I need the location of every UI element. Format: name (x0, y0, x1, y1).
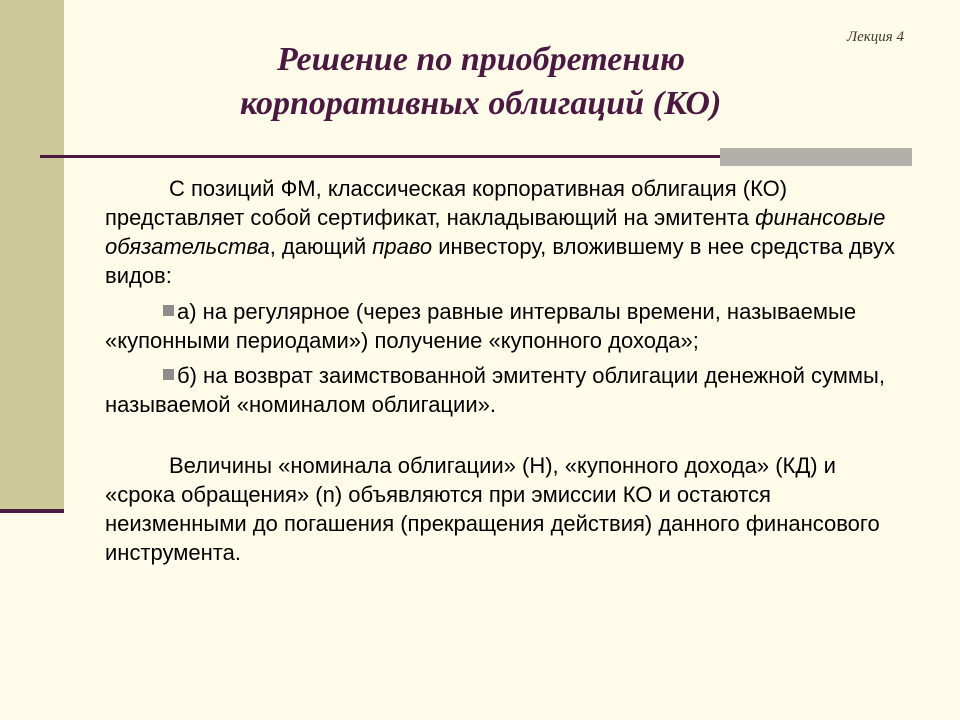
lecture-label: Лекция 4 (846, 29, 904, 45)
paragraph-intro (105, 174, 905, 290)
paragraph-values: Величины «номинала облигации» (Н), «купонного дохода» (КД) и «срока обращения» (n) объявляются при эмиссии КО и остаются неизменными до погашения (прекращения действия) данного финансового инструмента. (105, 453, 880, 565)
title-line-1: Решение по приобретению (277, 41, 685, 78)
square-bullet-icon (163, 369, 174, 380)
intro-text-3: инвестору, вложившему в нее средства двух видов: (105, 234, 895, 288)
title-line-2: корпоративных облигаций (КО) (240, 85, 722, 122)
intro-italic-right: право (372, 234, 433, 259)
intro-text-1: С позиций ФМ, классическая корпоративная облигация (КО) представляет собой сертификат, накладывающий на эмитента (105, 176, 788, 230)
bullet-text-a: а) на регулярное (через равные интервалы времени, называемые «купонными периодами») получение «купонного дохода»; (105, 299, 857, 353)
bullet-item-b (105, 361, 905, 419)
side-band-rule (0, 509, 64, 513)
bullet-item-a (105, 297, 905, 355)
bullet-text-b: б) на возврат заимствованной эмитенту облигации денежной суммы, называемой «номиналом облигации». (105, 363, 885, 417)
accent-bar (720, 148, 912, 166)
slide-content (105, 174, 905, 567)
slide-title (240, 38, 760, 126)
side-band (0, 0, 64, 509)
intro-italic-obligations: финансовые обязательства (105, 205, 886, 259)
intro-text-2: , дающий (269, 234, 373, 259)
square-bullet-icon (163, 305, 174, 316)
